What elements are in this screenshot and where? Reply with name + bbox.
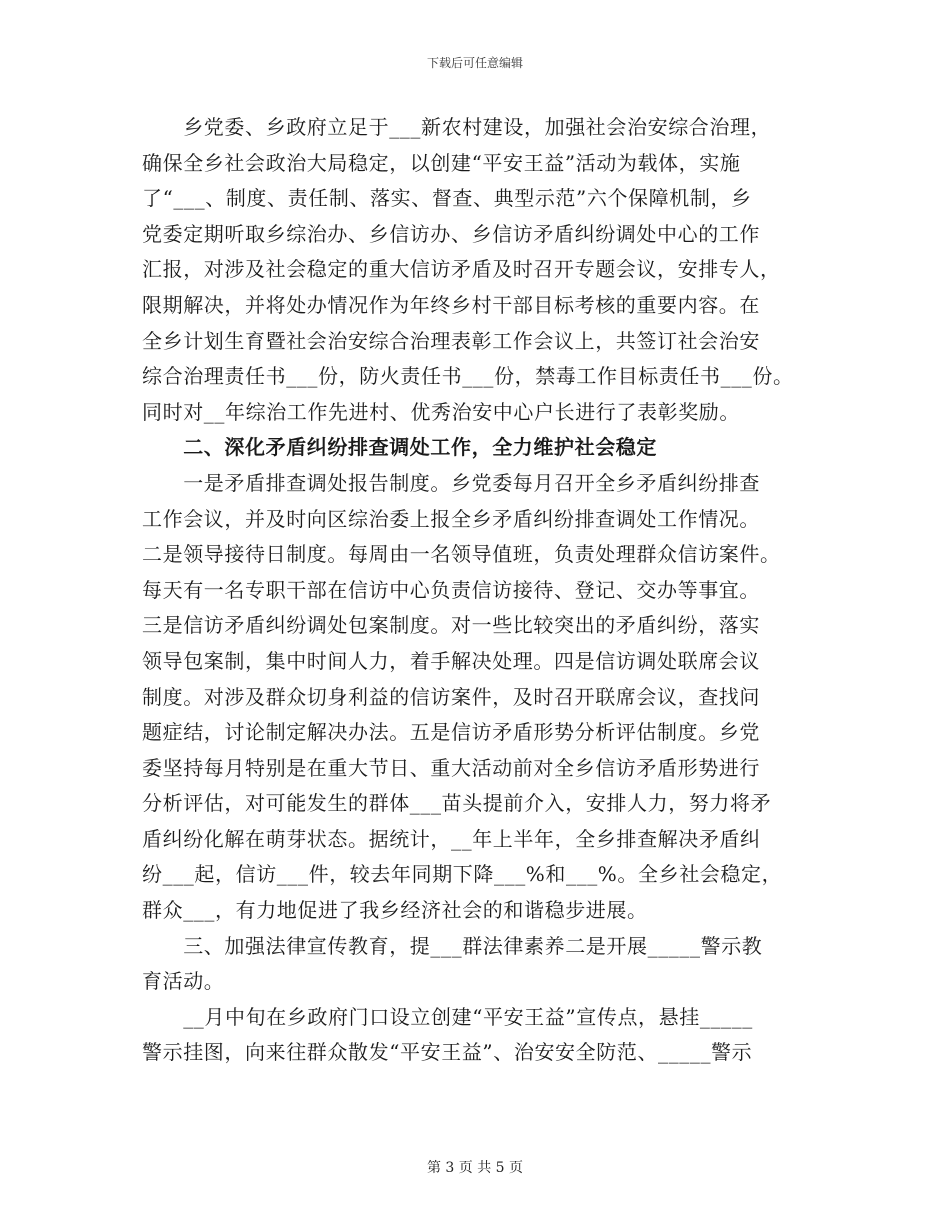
text-line: 党委定期听取乡综治办、乡信访办、乡信访矛盾纠纷调处中心的工作 — [142, 221, 760, 246]
text-line: 制度。对涉及群众切身利益的信访案件，及时召开联席会议，查找问 — [142, 684, 760, 709]
text-line: 综合治理责任书___份，防火责任书___份，禁毒工作目标责任书___份。 — [142, 364, 794, 389]
text-line: 一是矛盾排查调处报告制度。乡党委每月召开全乡矛盾纠纷排查 — [142, 470, 760, 495]
text-line: 同时对__年综治工作先进村、优秀治安中心户长进行了表彰奖励。 — [142, 399, 740, 424]
text-line: 领导包案制，集中时间人力，着手解决处理。四是信访调处联席会议 — [142, 648, 760, 673]
text-line: 纷___起，信访___件，较去年同期下降___%和___%。全乡社会稳定， — [142, 862, 783, 887]
text-line: 育活动。 — [142, 969, 225, 994]
text-line: 委坚持每月特别是在重大节日、重大活动前对全乡信访矛盾形势进行 — [142, 755, 760, 780]
text-line: 全乡计划生育暨社会治安综合治理表彰工作会议上，共签订社会治安 — [142, 328, 760, 353]
document-body — [142, 110, 810, 1071]
text-line: 三是信访矛盾纠纷调处包案制度。对一些比较突出的矛盾纠纷，落实 — [142, 613, 760, 638]
text-line: 题症结，讨论制定解决办法。五是信访矛盾形势分析评估制度。乡党 — [142, 720, 760, 745]
text-line: 二是领导接待日制度。每周由一名领导值班，负责处理群众信访案件。 — [142, 542, 781, 567]
text-line: 分析评估，对可能发生的群体___苗头提前介入，安排人力，努力将矛 — [142, 791, 772, 816]
text-line: 盾纠纷化解在萌芽状态。据统计，__年上半年，全乡排查解决矛盾纠 — [142, 826, 761, 851]
text-line: 每天有一名专职干部在信访中心负责信访接待、登记、交办等事宜。 — [142, 577, 760, 602]
section-heading: 二、深化矛盾纠纷排查调处工作，全力维护社会稳定 — [142, 435, 657, 460]
text-line: 群众___，有力地促进了我乡经济社会的和谐稳步进展。 — [142, 898, 648, 923]
text-line: 三、加强法律宣传教育，提___群法律素养二是开展_____警示教 — [142, 933, 763, 958]
text-line: 乡党委、乡政府立足于___新农村建设，加强社会治安综合治理， — [142, 115, 772, 139]
text-line: 确保全乡社会政治大局稳定，以创建“平安王益”活动为载体，实施 — [142, 150, 741, 175]
text-line: 工作会议，并及时向区综治委上报全乡矛盾纠纷排查调处工作情况。 — [142, 506, 760, 531]
page-header: 下载后可任意编辑 — [426, 56, 523, 70]
text-line: 了“___、制度、责任制、落实、督查、典型示范”六个保障机制，乡 — [142, 186, 752, 211]
text-line: 警示挂图，向来往群众散发“平安王益”、治安安全防范、_____警示 — [142, 1040, 753, 1065]
page-footer: 第 3 页 共 5 页 — [426, 1160, 524, 1176]
text-line: 汇报，对涉及社会稳定的重大信访矛盾及时召开专题会议，安排专人， — [142, 257, 781, 282]
text-line: 限期解决，并将处办情况作为年终乡村干部目标考核的重要内容。在 — [142, 292, 760, 317]
text-line: __月中旬在乡政府门口设立创建“平安王益”宣传点，悬挂_____ — [142, 1004, 753, 1029]
